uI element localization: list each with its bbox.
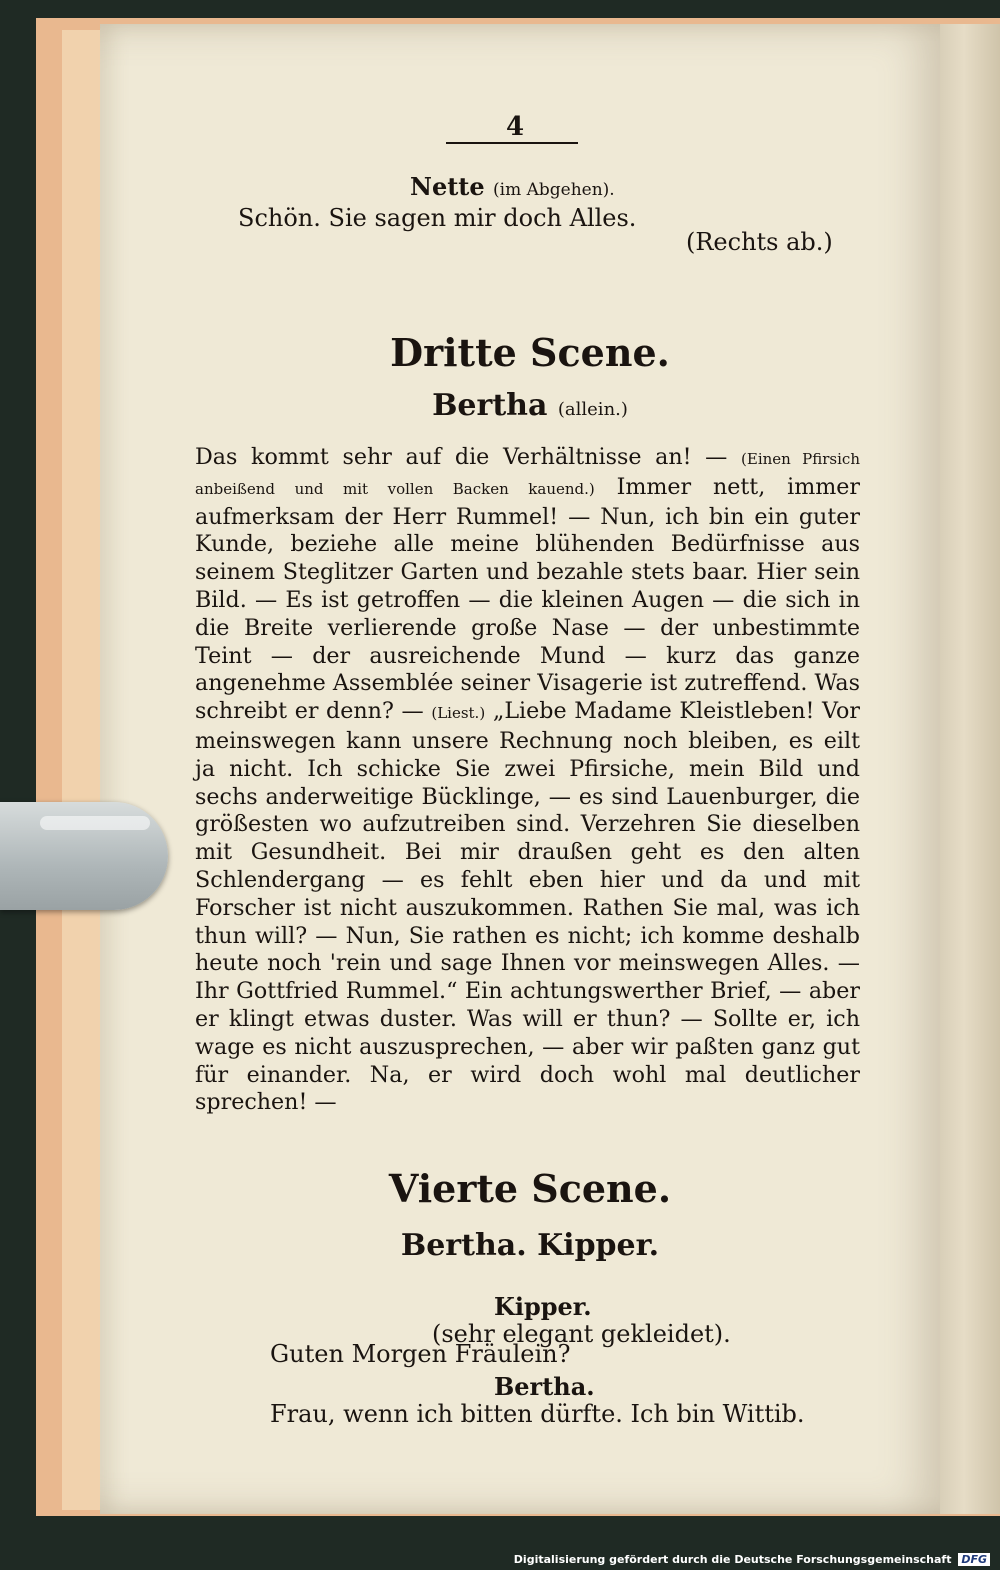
opening-speaker-line — [410, 172, 615, 201]
clip-shine — [40, 816, 150, 830]
scene3-cast-line — [100, 388, 960, 423]
scene3-cast-direction: (allein.) — [557, 399, 628, 420]
scene4-line1: Guten Morgen Fräulein? — [270, 1340, 571, 1368]
page-number: 4 — [505, 112, 525, 142]
scene4-line2: Frau, wenn ich bitten dürfte. Ich bin Wittib. — [270, 1400, 805, 1428]
monologue-part3: „Liebe Madame Kleistleben! Vor meinswegen kann unsere Rechnung noch bleiben, es eilt ja nicht. Ich schicke Sie zwei Pfirsiche, mein Bild und sechs anderweitige Bücklinge, — es sind Lauenburger, die größesten wo aufzutreiben sind. Verzehren Sie dieselben mit Gesundheit. Bei mir draußen geht es den alten Schlendergang — es fehlt eben hier und da und mit Forscher ist nicht auszukommen. Rathen Sie mal, was ich thun will? — Nun, Sie rathen es nicht; ich komme deshalb heute noch 'rein und sage Ihnen vor meinswegen Alles. — Ihr Gottfried Rummel.“ Ein achtungswerther Brief, — aber er klingt etwas duster. Was will er thun? — Sollte er, ich wage es nicht auszusprechen, — aber wir paßten ganz gut für einander. Na, er wird doch wohl mal deutlicher sprechen! — — [195, 698, 860, 1116]
page-edge — [940, 24, 1000, 1514]
scene4-title: Vierte Scene. — [388, 1166, 672, 1211]
monologue-part1: Das kommt sehr auf die Verhältnisse an! — — [195, 444, 728, 470]
opening-speaker: Nette — [410, 172, 485, 201]
opening-line: Schön. Sie sagen mir doch Alles. — [238, 204, 637, 232]
stage-direction-peach: (Einen Pfirsich anbeißend und mit vollen Backen kauend.) — [195, 450, 860, 498]
scene4-speaker1-direction: (sehr elegant gekleidet). — [432, 1320, 731, 1348]
scene4-speaker2: Bertha. — [494, 1372, 595, 1401]
scene4-cast: Bertha. Kipper. — [400, 1228, 660, 1263]
monologue-part2: Immer nett, immer aufmerksam der Herr Rummel! — Nun, ich bin ein guter Kunde, beziehe alle meine blühenden Bedürfnisse aus seinem Steglitzer Garten und bezahle stets baar. Hier sein Bild. — Es ist getroffen — die kleinen Augen — die sich in die Breite verlierende große Nase — der unbestimmte Teint — der ausreichende Mund — kurz das ganze angenehme Assemblée seiner Visagerie ist zutreffend. Was schreibt er denn? — — [195, 473, 861, 725]
scene3-title: Dritte Scene. — [390, 330, 670, 375]
scene4-speaker1: Kipper. — [494, 1292, 592, 1321]
footer-credit — [514, 1553, 990, 1566]
page-holder-clip — [0, 802, 168, 910]
opening-exit-direction: (Rechts ab.) — [686, 228, 833, 256]
footer-text: Digitalisierung gefördert durch die Deutsche Forschungsgemeinschaft — [513, 1553, 952, 1566]
page-number-rule — [446, 142, 578, 144]
opening-speaker-direction: (im Abgehen). — [493, 180, 615, 200]
dfg-logo-icon: DFG — [958, 1553, 990, 1566]
scene3-monologue — [195, 444, 860, 1117]
scene3-cast: Bertha — [432, 388, 548, 423]
stage-direction-reads: (Liest.) — [431, 704, 486, 723]
